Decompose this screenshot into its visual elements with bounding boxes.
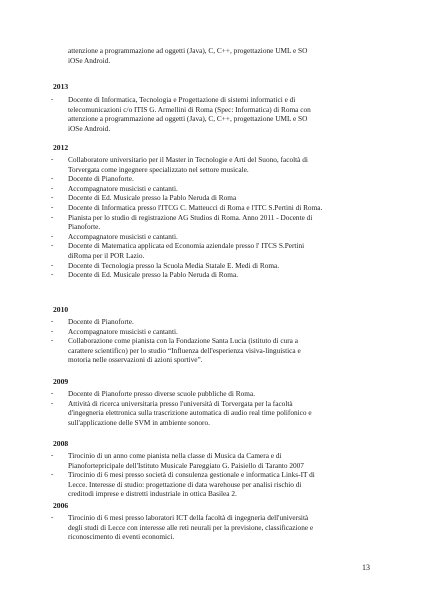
bullet-marker: -: [51, 193, 54, 202]
bullet-marker: -: [51, 389, 54, 397]
bullet-marker: -: [51, 317, 54, 325]
list-item: [48, 184, 378, 194]
bullet-marker: -: [51, 513, 54, 521]
bullet-marker: -: [51, 451, 54, 459]
item-line: Docente di Ed. Musicale presso la Pablo Neruda di Roma.: [68, 270, 239, 280]
list-item: [48, 513, 378, 542]
list-item: [48, 174, 378, 184]
item-line: Docente di Informatica, Tecnologia e Progettazione di sistemi informatici e di: [68, 95, 296, 104]
list-item: [48, 399, 378, 428]
item-line: Docente di Tecnologia presso la Scuola Media Statale E. Medi di Roma.: [68, 260, 280, 270]
list-item: [48, 261, 378, 271]
bullet-marker: -: [51, 470, 54, 479]
bullet-marker: -: [51, 183, 54, 192]
item-line: Docente di Pianoforte.: [68, 174, 134, 184]
year-heading-2008: 2008: [53, 439, 69, 448]
item-line: d'ingegneria elettronica sulla trascrizione automatica di audio real time polifonico e: [68, 408, 312, 418]
item-line: riconoscimento di eventi economici.: [68, 532, 175, 542]
list-item: [48, 327, 378, 337]
section-2013: [48, 95, 378, 133]
section-2012: [48, 155, 378, 280]
item-line: Accompagnatore musicisti e cantanti.: [68, 231, 178, 241]
section-2008: [48, 451, 378, 499]
section-2010: [48, 317, 378, 365]
item-line: Docente di Pianoforte presso diverse scuole pubbliche di Roma.: [68, 389, 256, 398]
item-line: Collaborazione come pianista con la Fondazione Santa Lucia (istituto di cura a: [68, 336, 298, 346]
year-heading-2010: 2010: [53, 305, 69, 314]
item-line: Pianofortepricipale dell'Istituto Musicale Pareggiato G. Paisiello di Taranto 2007: [68, 460, 304, 470]
list-item: [48, 203, 378, 213]
bullet-marker: -: [51, 260, 54, 269]
list-item: [48, 95, 378, 133]
bullet-marker: -: [51, 241, 54, 250]
item-line: telecomunicazioni c/o ITIS G. Armellini di Roma (Spec: Informatica) di Roma con: [68, 104, 311, 114]
item-line: Tirocinio di 6 mesi presso società di consulenza gestionale e informatica Links-IT di: [68, 470, 315, 480]
item-line: attenzione a programmazione ad oggetti (Java), C, C++, progettazione UML e SO: [68, 114, 308, 124]
item-line: Lecce. Interesse di studio: progettazione di data warehouse per analisi rischio di: [68, 479, 302, 489]
item-line: diRoma per il POR Lazio.: [68, 250, 145, 260]
intro-line: iOSe Android.: [68, 55, 111, 65]
year-heading-2013: 2013: [53, 82, 69, 91]
list-item: [48, 241, 378, 260]
item-line: Docente di Ed. Musicale presso la Pablo Neruda di Roma: [68, 193, 237, 203]
section-2006: [48, 513, 378, 542]
item-line: degli studi di Lecce con interesse alle reti neurali per la previsione, classificazione e: [68, 522, 314, 532]
item-line: Pianista per lo studio di registrazione AG Studios di Roma. Anno 2011 - Docente di: [68, 212, 313, 222]
bullet-marker: -: [51, 174, 54, 183]
bullet-marker: -: [51, 212, 54, 221]
item-line: Tirocinio di un anno come pianista nella classe di Musica da Camera e di: [68, 451, 282, 460]
item-line: carattere scientifico) per lo studio “Influenza dell'esperienza visiva-linguistica e: [68, 345, 301, 355]
bullet-marker: -: [51, 231, 54, 240]
item-line: iOSe Android.: [68, 123, 111, 133]
item-line: Pianoforte.: [68, 222, 101, 232]
item-line: Torvergata come ingegnere specializzato nel settore musicale.: [68, 164, 249, 174]
intro-line: attenzione a programmazione ad oggetti (Java), C, C++, progettazione UML e SO: [68, 46, 308, 55]
item-line: Docente di Matematica applicata ed Economia aziendale presso l' ITCS S.Pertini: [68, 241, 305, 251]
list-item: [48, 336, 378, 365]
bullet-marker: -: [51, 398, 54, 407]
list-item: [48, 213, 378, 232]
item-line: Accompagnatore musicisti e cantanti.: [68, 326, 178, 336]
intro-text: [48, 46, 378, 65]
list-item: [48, 232, 378, 242]
item-line: Tirocinio di 6 mesi presso laboratori ICT della facoltà di ingegneria dell'università: [68, 513, 309, 522]
list-item: [48, 389, 378, 399]
list-item: [48, 470, 378, 499]
page-number: 13: [362, 563, 370, 572]
bullet-marker: -: [51, 202, 54, 211]
bullet-marker: -: [51, 155, 54, 163]
item-line: creditodi imprese e distretti industriale in ottica Basilea 2.: [68, 489, 237, 499]
year-heading-2012: 2012: [53, 143, 69, 152]
bullet-marker: -: [51, 326, 54, 335]
list-item: [48, 193, 378, 203]
item-line: Collaboratore universitario per il Master in Tecnologie e Arti del Suono, facoltà di: [68, 155, 308, 164]
list-item: [48, 317, 378, 327]
bullet-marker: -: [51, 95, 54, 103]
item-line: Docente di Informatica presso l'ITCG C. Matteucci di Roma e l'ITC S.Pertini di Roma.: [68, 202, 323, 212]
item-line: motoria nelle osservazioni di azioni sportive”.: [68, 355, 203, 365]
item-line: Attività di ricerca universitaria presso l'università di Torvergata per la facoltà: [68, 398, 293, 408]
bullet-marker: -: [51, 336, 54, 345]
list-item: [48, 451, 378, 470]
item-line: sull'applicazione delle SVM in ambiente sonoro.: [68, 417, 210, 427]
bullet-marker: -: [51, 270, 54, 279]
item-line: Docente di Pianoforte.: [68, 317, 134, 326]
year-heading-2006: 2006: [53, 501, 69, 510]
intro-continuation: [48, 46, 378, 65]
item-line: Accompagnatore musicisti e cantanti.: [68, 183, 178, 193]
list-item: [48, 155, 378, 174]
year-heading-2009: 2009: [53, 377, 69, 386]
list-item: [48, 270, 378, 280]
section-2009: [48, 389, 378, 427]
